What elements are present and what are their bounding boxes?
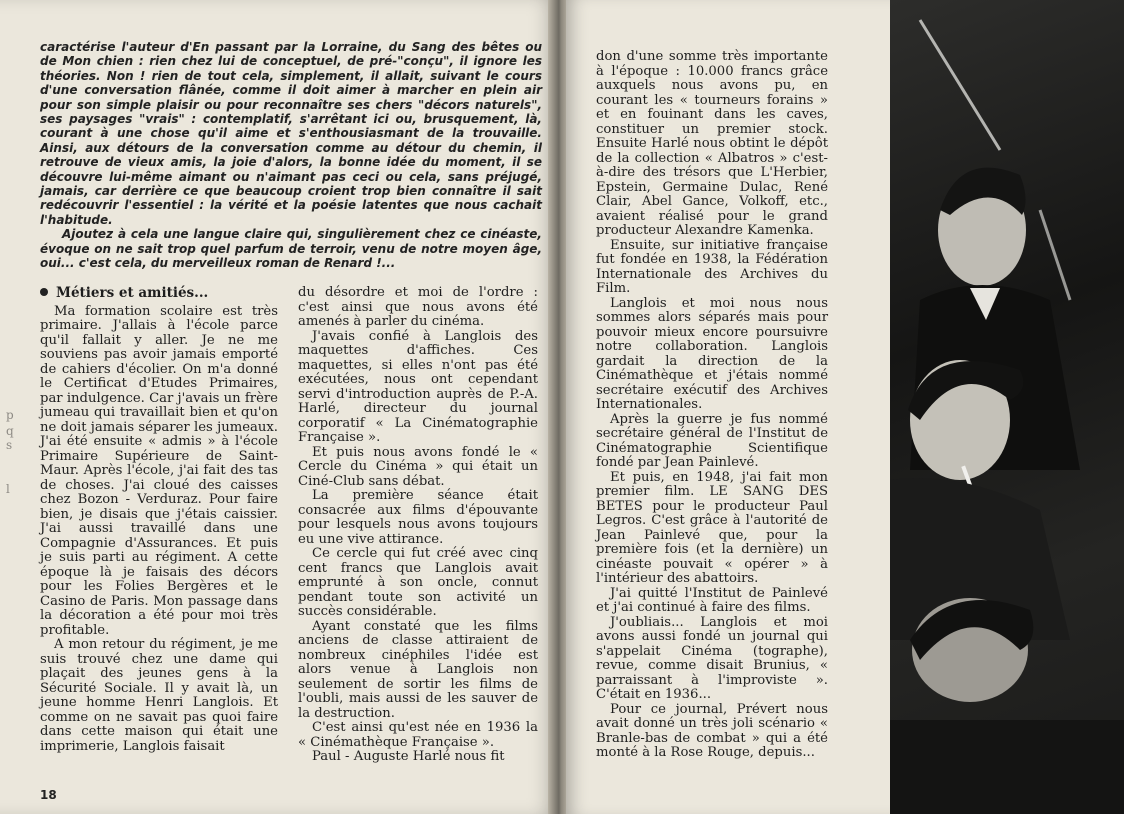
- margin-fragment: l: [6, 482, 10, 496]
- photo-illustration: [890, 0, 1124, 814]
- light-streak: [920, 20, 1000, 150]
- photograph: [890, 0, 1124, 814]
- body-paragraph: don d'une somme très importante à l'époque : 10.000 francs grâce auxquels nous avons pu, en courant les « tourneurs forains » et en fouinant dans les caves, constituer un premier stock. Ensuite Harlé nous obtint le dépôt de la collection « Albatros » c'est-à-dire des trésors que L'Herbier, Epstein, Germaine Dulac, René Clair, Abel Gance, Volkoff, etc., avaient réalisé pour le grand producteur Alexandre Kamenka.: [596, 49, 828, 238]
- section-heading: [40, 286, 278, 301]
- body-paragraph: Pour ce journal, Prévert nous avait donné un très joli scénario « Branle-bas de combat » qui a été monté à la Rose Rouge, depuis...: [596, 701, 828, 760]
- body-paragraph: Et puis nous avons fondé le « Cercle du Cinéma » qui était un Ciné-Club sans débat.: [298, 444, 538, 489]
- intro-paragraph: Ajoutez à cela une langue claire qui, singulièrement chez ce cinéaste, évoque on ne sait trop quel parfum de terroir, venu de notre moyen âge, oui... c'est cela, du merveilleux roman de Renard !...: [40, 227, 542, 271]
- body-paragraph: Ma formation scolaire est très primaire. J'allais à l'école parce qu'il fallait y aller. Je ne me souviens pas avoir jamais emporté de cahiers d'écolier. On m'a donné le Certificat d'Etudes Primaires, par indulgence. Car j'avais un frère jumeau qui travaillait bien et qu'on ne doit jamais séparer les jumeaux. J'ai été ensuite « admis » à l'école Primaire Supérieure de Saint-Maur. Après l'école, j'ai fait des tas de choses. J'ai cloué des caisses chez Bozon - Verduraz. Pour faire bien, je disais que j'étais caissier. J'ai aussi travaillé dans une Compagnie d'Assurances. Et puis je suis parti au régiment. A cette époque là je faisais des décors pour les Folies Bergères et le Casino de Paris. Mon passage dans la décoration a été pour moi très profitable.: [40, 303, 278, 638]
- body-paragraph: Après la guerre je fus nommé secrétaire général de l'Institut de Cinématographie Scientifique fondé par Jean Painlevé.: [596, 411, 828, 470]
- body-paragraph: J'ai quitté l'Institut de Painlevé et j'ai continué à faire des films.: [596, 585, 828, 615]
- body-paragraph: Ensuite, sur initiative française fut fondée en 1938, la Fédération Internationale des Archives du Film.: [596, 237, 828, 296]
- text-column-middle: [298, 286, 538, 765]
- section-heading-text: Métiers et amitiés...: [56, 285, 209, 301]
- body-paragraph: Langlois et moi nous nous sommes alors séparés mais pour pouvoir mieux encore poursuivre notre collaboration. Langlois gardait la direction de la Cinémathèque et j'étais nommé secrétaire exécutif des Archives Internationales.: [596, 295, 828, 412]
- text-column-left: [40, 286, 278, 754]
- intro-text: [40, 40, 542, 271]
- light-streak: [1040, 210, 1070, 300]
- body-paragraph: Ce cercle qui fut créé avec cinq cent francs que Langlois avait emprunté à son oncle, connut pendant toute son activité un succès considérable.: [298, 546, 538, 619]
- body-paragraph: J'oubliais... Langlois et moi avons aussi fondé un journal qui s'appelait Cinéma (tographe), revue, comme disait Brunius, « parraissant à l'improviste ». C'était en 1936...: [596, 614, 828, 702]
- margin-fragment: p: [6, 408, 14, 422]
- page-number: 18: [40, 788, 57, 802]
- bullet-icon: [40, 288, 48, 296]
- body-paragraph: Ayant constaté que les films anciens de classe attiraient de nombreux cinéphiles l'idée est alors venue à Langlois non seulement de sortir les films de l'oubli, mais aussi de les sauver de la destruction.: [298, 618, 538, 721]
- text-column-right: [596, 50, 828, 761]
- body-paragraph: La première séance était consacrée aux films d'épouvante pour lesquels nous avons toujours eu une vive attirance.: [298, 488, 538, 547]
- body-paragraph: Et puis, en 1948, j'ai fait mon premier film. LE SANG DES BETES pour le producteur Paul Legros. C'est grâce à l'autorité de Jean Painlevé que, pour la première fois (et la dernière) un cinéaste pouvait « opérer » à l'intérieur des abattoirs.: [596, 469, 828, 586]
- body-paragraph: du désordre et moi de l'ordre : c'est ainsi que nous avons été amenés à parler du cinéma.: [298, 285, 538, 329]
- body-paragraph: J'avais confié à Langlois des maquettes d'affiches. Ces maquettes, si elles n'ont pas été exécutées, nous ont cependant servi d'introduction auprès de P.-A. Harlé, directeur du journal corporatif « La Cinématographie Française ».: [298, 328, 538, 445]
- margin-fragment: s: [6, 438, 13, 452]
- body-paragraph: Paul - Auguste Harlé nous fit: [312, 749, 505, 764]
- intro-paragraph: caractérise l'auteur d'En passant par la Lorraine, du Sang des bêtes ou de Mon chien : rien chez lui de conceptuel, de pré-"conçu", il ignore les théories. Non ! rien de tout cela, simplement, il allait, suivant le cours d'une conversation flânée, comme il doit aimer à marcher en plein air pour son simple plaisir ou pour reconnaître ses chers "décors naturels", ses paysages "vrais" : contemplatif, s'arrêtant ici ou, brusquement, là, courant à une chose qu'il aime et s'enthousiasmant de la trouvaille. Ainsi, aux détours de la conversation comme au détour du chemin, il retrouve de vieux amis, la joie d'alors, la bonne idée du moment, il se découvre lui-même aimant ou n'aimant pas ceci ou cela, sans préjugé, jamais, car derrière ce que beaucoup croient trop bien connaître il sait redécouvrir l'essentiel : la vérité et la poésie latentes que nous cachait l'habitude.: [40, 40, 542, 227]
- body-paragraph: A mon retour du régiment, je me suis trouvé chez une dame qui plaçait des jeunes gens à la Sécurité Sociale. Il y avait là, un jeune homme Henri Langlois. Et comme on ne savait pas quoi faire dans cette maison qui était une imprimerie, Langlois faisait: [40, 637, 278, 754]
- left-page: [0, 0, 560, 814]
- shadow-area: [890, 720, 1124, 814]
- margin-fragment: q: [6, 424, 14, 438]
- body-paragraph: C'est ainsi qu'est née en 1936 la « Cinémathèque Française ».: [298, 720, 538, 750]
